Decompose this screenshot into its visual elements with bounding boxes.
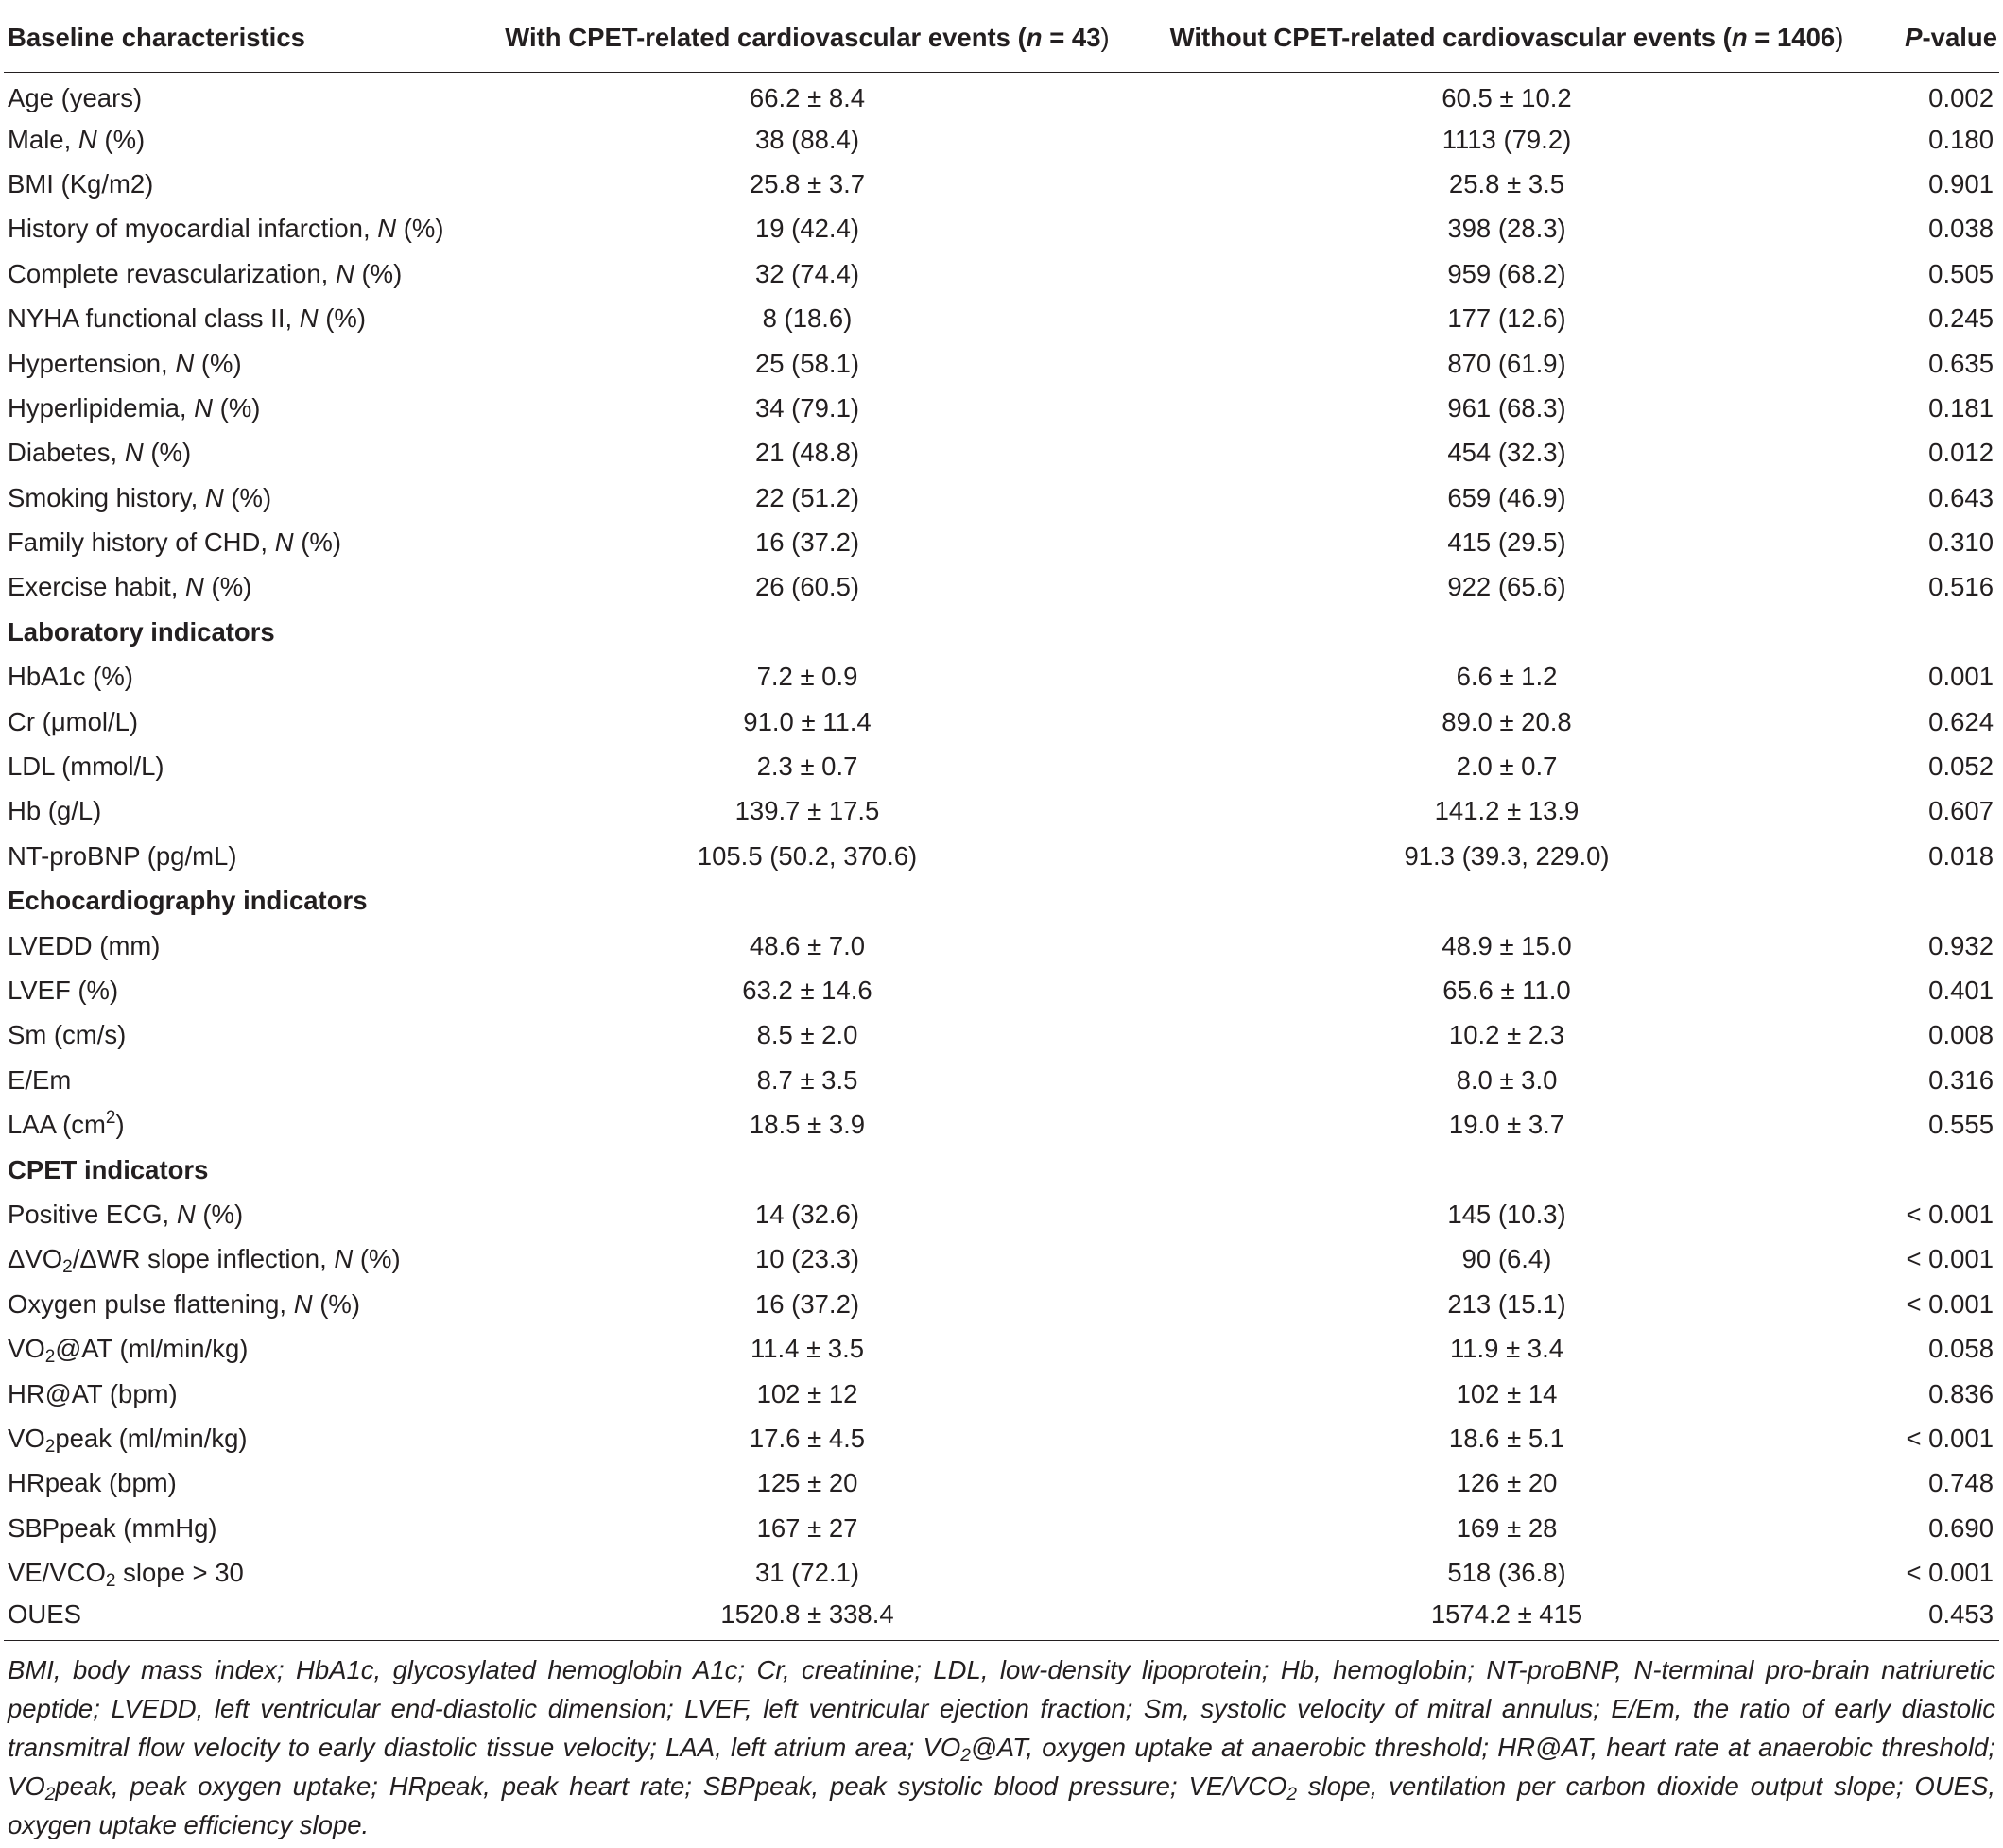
section-header-row	[4, 879, 1999, 924]
without-events-value: 2.0 ± 0.7	[1456, 751, 1558, 782]
text-run: LAA (cm	[8, 1110, 106, 1140]
without-events-value: 90 (6.4)	[1461, 1244, 1552, 1274]
text-run: (%)	[353, 1244, 401, 1274]
text-run: LDL (mmol/L)	[8, 751, 164, 782]
with-events-value: 22 (51.2)	[754, 482, 860, 512]
p-value: 0.002	[1928, 83, 1994, 113]
text-run: Hyperlipidemia,	[8, 392, 195, 423]
p-value: 0.052	[1928, 751, 1994, 782]
header-p-suffix: -value	[1922, 23, 1997, 52]
table-row	[4, 386, 1999, 430]
characteristic-label	[4, 1550, 486, 1595]
section-title	[4, 879, 1999, 924]
text-run: (%)	[143, 438, 192, 468]
italic-text: N	[274, 527, 294, 558]
with-events-value: 34 (79.1)	[754, 392, 860, 423]
subscript-text: 2	[960, 1745, 971, 1766]
p-value: 0.310	[1928, 527, 1994, 558]
text-run: (%)	[293, 527, 341, 558]
table-row	[4, 207, 1999, 251]
p-value: 0.245	[1928, 303, 1994, 334]
table-header-row	[4, 9, 1999, 73]
p-value: 0.516	[1928, 572, 1994, 602]
text-run: VO	[8, 1334, 45, 1364]
header-baseline-characteristics	[4, 9, 486, 73]
text-run: (%)	[396, 214, 444, 244]
characteristic-label	[4, 386, 486, 430]
p-value: 0.624	[1928, 706, 1994, 736]
text-run: Exercise habit,	[8, 572, 186, 602]
text-run: Hypertension,	[8, 348, 176, 378]
p-value: 0.607	[1928, 796, 1994, 826]
table-row	[4, 1237, 1999, 1282]
characteristic-label	[4, 1506, 486, 1550]
header-label-text: Baseline characteristics	[8, 23, 305, 52]
text-run: HR@AT (bpm)	[8, 1378, 178, 1408]
text-run: Echocardiography indicators	[8, 886, 368, 916]
text-run: NT-proBNP (pg/mL)	[8, 840, 237, 871]
text-run: Male,	[8, 124, 78, 154]
text-run: (%)	[318, 303, 367, 334]
characteristic-label	[4, 1192, 486, 1236]
characteristic-label	[4, 699, 486, 744]
characteristic-label	[4, 207, 486, 251]
p-value: < 0.001	[1906, 1558, 1994, 1588]
table-row	[4, 1326, 1999, 1371]
characteristic-label	[4, 73, 486, 117]
without-events-value: 415 (29.5)	[1447, 527, 1566, 558]
without-events-value: 6.6 ± 1.2	[1456, 662, 1558, 692]
italic-text: N	[124, 438, 144, 468]
table-row	[4, 1596, 1999, 1640]
without-events-value: 1113 (79.2)	[1442, 124, 1572, 154]
superscript-text: 2	[105, 1108, 116, 1129]
text-run: peak, peak oxygen uptake; HRpeak, peak heart rate; SBPpeak, peak systolic blood pressure; VE/VCO	[55, 1770, 1287, 1801]
table-row	[4, 251, 1999, 296]
p-value: 0.180	[1928, 124, 1994, 154]
with-events-value: 8.5 ± 2.0	[756, 1020, 858, 1050]
characteristic-label	[4, 475, 486, 520]
subscript-text: 2	[62, 1257, 73, 1278]
with-events-value: 2.3 ± 0.7	[756, 751, 858, 782]
table-row	[4, 565, 1999, 610]
header-with-prefix: With CPET-related cardiovascular events (	[505, 23, 1027, 52]
text-run: peak (ml/min/kg)	[55, 1423, 248, 1453]
text-run: SBPpeak (mmHg)	[8, 1512, 217, 1543]
text-run: (%)	[213, 392, 261, 423]
table-row	[4, 1461, 1999, 1506]
p-value: 0.836	[1928, 1378, 1994, 1408]
with-events-value: 102 ± 12	[756, 1378, 858, 1408]
table-row	[4, 117, 1999, 162]
with-events-value: 31 (72.1)	[754, 1558, 860, 1588]
text-run: Smoking history,	[8, 482, 205, 512]
p-value: < 0.001	[1906, 1288, 1994, 1319]
italic-text: N	[335, 258, 354, 288]
section-header-row	[4, 610, 1999, 654]
characteristic-label	[4, 1013, 486, 1058]
with-events-value: 8 (18.6)	[762, 303, 853, 334]
characteristic-label	[4, 1102, 486, 1147]
characteristic-label	[4, 789, 486, 834]
table-row	[4, 162, 1999, 206]
with-events-value: 16 (37.2)	[754, 1288, 860, 1319]
text-run: LVEDD (mm)	[8, 930, 161, 960]
text-run: @AT (ml/min/kg)	[55, 1334, 249, 1364]
without-events-value: 141.2 ± 13.9	[1434, 796, 1580, 826]
with-events-value: 8.7 ± 3.5	[756, 1064, 858, 1095]
p-value: 0.001	[1928, 662, 1994, 692]
p-value: < 0.001	[1906, 1199, 1994, 1229]
characteristic-label	[4, 744, 486, 788]
p-value: 0.401	[1928, 976, 1994, 1005]
text-run: Laboratory indicators	[8, 616, 275, 647]
table-row	[4, 1102, 1999, 1147]
p-value: 0.932	[1928, 930, 1994, 960]
header-with-events	[486, 9, 1129, 73]
table-row	[4, 1192, 1999, 1236]
characteristic-label	[4, 1058, 486, 1102]
header-with-n-value: = 43	[1042, 23, 1101, 52]
text-run: (%)	[96, 124, 146, 154]
characteristic-label	[4, 655, 486, 699]
with-events-value: 21 (48.8)	[754, 438, 860, 468]
text-run: Hb (g/L)	[8, 796, 102, 826]
with-events-value: 17.6 ± 4.5	[749, 1423, 866, 1453]
text-run: (%)	[354, 258, 403, 288]
with-events-value: 1520.8 ± 338.4	[486, 1596, 1129, 1640]
table-row	[4, 341, 1999, 386]
characteristic-label	[4, 341, 486, 386]
with-events-value: 91.0 ± 11.4	[743, 706, 872, 736]
text-run: VO	[8, 1423, 45, 1453]
text-run: (%)	[203, 572, 252, 602]
without-events-value: 922 (65.6)	[1447, 572, 1566, 602]
with-events-value: 25 (58.1)	[754, 348, 860, 378]
italic-text: N	[78, 124, 97, 154]
without-events-value: 10.2 ± 2.3	[1448, 1020, 1565, 1050]
header-p-symbol: P	[1905, 23, 1923, 52]
with-events-value: 25.8 ± 3.7	[749, 168, 866, 199]
with-events-value: 16 (37.2)	[754, 527, 860, 558]
without-events-value: 454 (32.3)	[1447, 438, 1566, 468]
text-run: (%)	[312, 1288, 360, 1319]
text-run: Complete revascularization,	[8, 258, 336, 288]
without-events-value: 398 (28.3)	[1447, 214, 1566, 244]
p-value: 0.012	[1928, 438, 1994, 468]
table-row	[4, 431, 1999, 475]
text-run: @AT, oxygen uptake at anaerobic threshold; HR@AT, heart rate at anaerobic threshold; VO	[8, 1732, 1995, 1801]
italic-text: N	[175, 348, 195, 378]
p-value: 0.038	[1928, 214, 1994, 244]
p-value: 0.453	[1885, 1596, 1999, 1640]
without-events-value: 1574.2 ± 415	[1129, 1596, 1885, 1640]
header-without-suffix: )	[1835, 23, 1844, 52]
p-value: 0.018	[1928, 840, 1994, 871]
text-run: Positive ECG,	[8, 1199, 177, 1229]
characteristic-label	[4, 1372, 486, 1416]
p-value: < 0.001	[1906, 1244, 1994, 1274]
table-row	[4, 924, 1999, 968]
table-row	[4, 968, 1999, 1012]
without-events-value: 870 (61.9)	[1447, 348, 1566, 378]
with-events-value: 66.2 ± 8.4	[749, 83, 866, 113]
text-run: History of myocardial infarction,	[8, 214, 378, 244]
with-events-value: 14 (32.6)	[754, 1199, 860, 1229]
characteristic-label	[4, 565, 486, 610]
table-row	[4, 1372, 1999, 1416]
text-run: /ΔWR slope inflection,	[72, 1244, 335, 1274]
without-events-value: 145 (10.3)	[1447, 1199, 1566, 1229]
italic-text: N	[334, 1244, 354, 1274]
table-row	[4, 520, 1999, 564]
text-run: LVEF (%)	[8, 976, 119, 1005]
table-row	[4, 744, 1999, 788]
without-events-value: 18.6 ± 5.1	[1448, 1423, 1565, 1453]
with-events-value: 167 ± 27	[756, 1512, 858, 1543]
text-run: BMI (Kg/m2)	[8, 168, 154, 199]
text-run: HbA1c (%)	[8, 662, 133, 692]
text-run: E/Em	[8, 1064, 72, 1095]
p-value: 0.635	[1928, 348, 1994, 378]
text-run: slope > 30	[115, 1558, 244, 1588]
text-run: )	[115, 1110, 125, 1140]
text-run: Family history of CHD,	[8, 527, 275, 558]
header-without-n-value: = 1406	[1747, 23, 1836, 52]
characteristic-label	[4, 1282, 486, 1326]
subscript-text: 2	[105, 1571, 116, 1592]
characteristic-label	[4, 1596, 486, 1640]
table-body	[4, 73, 1999, 1641]
without-events-value: 126 ± 20	[1456, 1468, 1558, 1498]
table-row	[4, 834, 1999, 878]
with-events-value: 63.2 ± 14.6	[742, 976, 872, 1005]
p-value: 0.748	[1928, 1468, 1994, 1498]
table-row	[4, 1506, 1999, 1550]
characteristic-label	[4, 924, 486, 968]
text-run: (%)	[194, 348, 242, 378]
subscript-text: 2	[44, 1784, 56, 1805]
text-run: Oxygen pulse flattening,	[8, 1288, 294, 1319]
table-row	[4, 1550, 1999, 1595]
header-p-value	[1885, 9, 1999, 73]
with-events-value: 38 (88.4)	[754, 124, 860, 154]
table-row	[4, 296, 1999, 340]
italic-text: N	[377, 214, 397, 244]
text-run: HRpeak (bpm)	[8, 1468, 177, 1498]
without-events-value: 11.9 ± 3.4	[1449, 1334, 1564, 1364]
text-run: (%)	[195, 1199, 244, 1229]
without-events-value: 8.0 ± 3.0	[1456, 1064, 1558, 1095]
section-header-row	[4, 1148, 1999, 1192]
table-row	[4, 655, 1999, 699]
table-row	[4, 789, 1999, 834]
p-value: 0.316	[1928, 1064, 1994, 1095]
with-events-value: 125 ± 20	[756, 1468, 858, 1498]
baseline-characteristics-table	[4, 9, 1999, 1641]
with-events-value: 26 (60.5)	[754, 572, 860, 602]
text-run: Diabetes,	[8, 438, 125, 468]
characteristic-label	[4, 162, 486, 206]
text-run: OUES	[8, 1599, 81, 1630]
with-events-value: 48.6 ± 7.0	[749, 930, 866, 960]
without-events-value: 25.8 ± 3.5	[1448, 168, 1565, 199]
p-value: 0.643	[1928, 482, 1994, 512]
text-run: (%)	[223, 482, 272, 512]
table-row	[4, 73, 1999, 117]
p-value: < 0.001	[1906, 1423, 1994, 1453]
italic-text: N	[204, 482, 224, 512]
p-value: 0.690	[1928, 1512, 1994, 1543]
without-events-value: 60.5 ± 10.2	[1442, 83, 1572, 113]
characteristic-label	[4, 520, 486, 564]
without-events-value: 19.0 ± 3.7	[1448, 1110, 1565, 1140]
p-value: 0.505	[1928, 258, 1994, 288]
without-events-value: 65.6 ± 11.0	[1442, 976, 1571, 1005]
table-row	[4, 475, 1999, 520]
without-events-value: 102 ± 14	[1456, 1378, 1558, 1408]
without-events-value: 89.0 ± 20.8	[1442, 706, 1572, 736]
characteristic-label	[4, 431, 486, 475]
table-row	[4, 1013, 1999, 1058]
text-run: Cr (μmol/L)	[8, 706, 139, 736]
characteristic-label	[4, 834, 486, 878]
table-row	[4, 699, 1999, 744]
characteristic-label	[4, 1237, 486, 1282]
section-title	[4, 1148, 1999, 1192]
text-run: Age (years)	[8, 83, 143, 113]
with-events-value: 18.5 ± 3.9	[749, 1110, 866, 1140]
without-events-value: 48.9 ± 15.0	[1442, 930, 1572, 960]
text-run: NYHA functional class II,	[8, 303, 300, 334]
p-value: 0.901	[1928, 168, 1994, 199]
table-row	[4, 1282, 1999, 1326]
text-run: BMI, body mass index; HbA1c, glycosylated hemoglobin A1c; Cr, creatinine; LDL, low-density lipoprotein; Hb, hemoglobin; NT-proBNP, N-terminal pro-brain natriuretic peptide; LVEDD, left ventricular end-diastolic dimension; LVEF, left ventricular ejection fraction; Sm, systolic velocity of mitral annulus; E/Em, the ratio of early diastolic transmitral flow velocity to early diastolic tissue velocity; LAA, left atrium area; VO	[8, 1654, 1995, 1762]
with-events-value: 7.2 ± 0.9	[756, 662, 858, 692]
without-events-value: 518 (36.8)	[1447, 1558, 1566, 1588]
p-value: 0.181	[1928, 392, 1994, 423]
header-with-suffix: )	[1100, 23, 1110, 52]
without-events-value: 169 ± 28	[1456, 1512, 1558, 1543]
header-without-prefix: Without CPET-related cardiovascular events (	[1169, 23, 1732, 52]
with-events-value: 10 (23.3)	[754, 1244, 860, 1274]
p-value: 0.058	[1928, 1334, 1994, 1364]
with-events-value: 105.5 (50.2, 370.6)	[697, 840, 918, 871]
with-events-value: 32 (74.4)	[754, 258, 860, 288]
text-run: VE/VCO	[8, 1558, 106, 1588]
characteristic-label	[4, 1461, 486, 1506]
characteristic-label	[4, 1416, 486, 1460]
table-row	[4, 1058, 1999, 1102]
subscript-text: 2	[44, 1436, 56, 1457]
without-events-value: 177 (12.6)	[1447, 303, 1566, 334]
header-with-n-symbol: n	[1026, 23, 1043, 52]
text-run: CPET indicators	[8, 1154, 209, 1184]
characteristic-label	[4, 117, 486, 162]
subscript-text: 2	[1286, 1784, 1297, 1805]
characteristic-label	[4, 968, 486, 1012]
p-value: 0.008	[1928, 1020, 1994, 1050]
header-without-events	[1129, 9, 1885, 73]
without-events-value: 91.3 (39.3, 229.0)	[1404, 840, 1610, 871]
text-run: Sm (cm/s)	[8, 1020, 127, 1050]
characteristic-label	[4, 296, 486, 340]
without-events-value: 213 (15.1)	[1447, 1288, 1566, 1319]
header-without-n-symbol: n	[1731, 23, 1748, 52]
table-row	[4, 1416, 1999, 1460]
characteristic-label	[4, 251, 486, 296]
without-events-value: 961 (68.3)	[1447, 392, 1566, 423]
without-events-value: 959 (68.2)	[1447, 258, 1566, 288]
p-value: 0.555	[1928, 1110, 1994, 1140]
with-events-value: 11.4 ± 3.5	[750, 1334, 865, 1364]
characteristic-label	[4, 1326, 486, 1371]
italic-text: N	[194, 392, 214, 423]
italic-text: N	[293, 1288, 313, 1319]
without-events-value: 659 (46.9)	[1447, 482, 1566, 512]
text-run: slope, ventilation per carbon dioxide output slope; OUES, oxygen uptake efficiency slope.	[8, 1770, 1995, 1839]
italic-text: N	[299, 303, 319, 334]
italic-text: N	[176, 1199, 196, 1229]
text-run: ΔVO	[8, 1244, 63, 1274]
table-footnote	[4, 1641, 1999, 1844]
italic-text: N	[185, 572, 204, 602]
with-events-value: 19 (42.4)	[754, 214, 860, 244]
section-title	[4, 610, 1999, 654]
with-events-value: 139.7 ± 17.5	[734, 796, 880, 826]
subscript-text: 2	[44, 1347, 56, 1368]
